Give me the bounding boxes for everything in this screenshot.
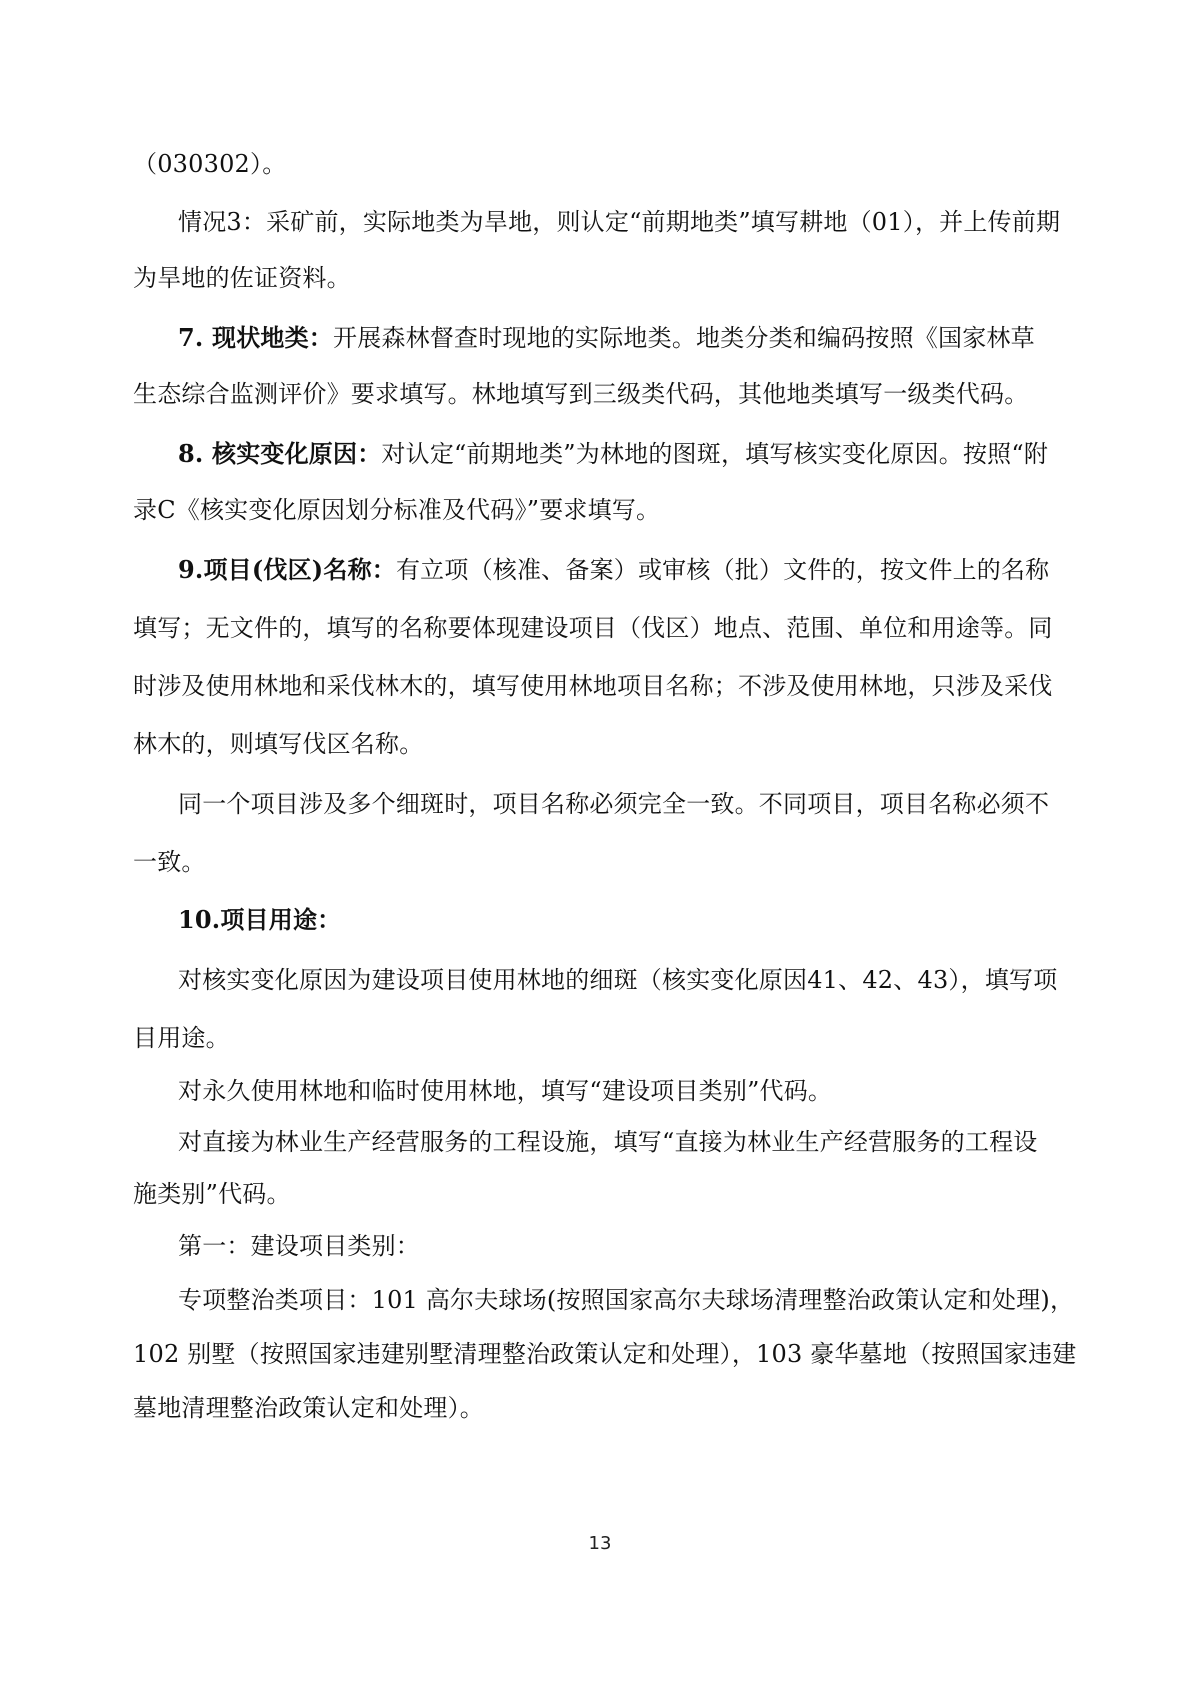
text-line-18: [178, 1126, 1037, 1158]
text-line-20: [178, 1230, 420, 1262]
text-line-7: [133, 494, 660, 526]
text-line-9: [133, 612, 1053, 644]
line-text: （030302）。: [133, 150, 287, 178]
line-text: 情况3：采矿前，实际地类为旱地，则认定“前期地类”填写耕地（01），并上传前期: [178, 208, 1061, 236]
text-line-13: [133, 846, 206, 878]
line-text: 对永久使用林地和临时使用林地，填写“建设项目类别”代码。: [178, 1077, 833, 1105]
line-text: 第一：建设项目类别：: [178, 1232, 420, 1260]
text-line-5: [133, 378, 1028, 410]
line-text: 同一个项目涉及多个细斑时，项目名称必须完全一致。不同项目，项目名称必须不: [178, 790, 1050, 818]
line-text: 目用途。: [133, 1024, 230, 1052]
text-line-23: [133, 1392, 484, 1424]
text-line-10: [133, 670, 1053, 702]
text-line-16: [133, 1022, 230, 1054]
section-heading: 10.项目用途：: [178, 905, 342, 934]
page-number: 13: [588, 1533, 612, 1554]
line-text: 开展森林督查时现地的实际地类。地类分类和编码按照《国家林草: [333, 324, 1035, 352]
line-text: 对认定“前期地类”为林地的图斑，填写核实变化原因。按照“附: [381, 440, 1049, 468]
line-text: 102 别墅（按照国家违建别墅清理整治政策认定和处理），103 豪华墓地（按照国家违建: [133, 1340, 1077, 1368]
line-text: 时涉及使用林地和采伐林木的，填写使用林地项目名称；不涉及使用林地，只涉及采伐: [133, 672, 1053, 700]
text-line-11: [133, 728, 423, 760]
text-line-4: [178, 322, 1035, 354]
section-heading: 9.项目(伐区)名称：: [178, 555, 396, 584]
text-line-3: [133, 262, 351, 294]
line-text: 为旱地的佐证资料。: [133, 264, 351, 292]
line-text: 一致。: [133, 848, 206, 876]
text-line-6: [178, 438, 1048, 470]
text-line-15: [178, 964, 1057, 996]
text-line-1: [133, 148, 286, 180]
line-text: 生态综合监测评价》要求填写。林地填写到三级类代码，其他地类填写一级类代码。: [133, 380, 1029, 408]
line-text: 有立项（核准、备案）或审核（批）文件的，按文件上的名称: [395, 556, 1050, 584]
line-text: 录C《核实变化原因划分标准及代码》”要求填写。: [133, 496, 661, 524]
text-line-19: [133, 1178, 291, 1210]
line-text: 林木的，则填写伐区名称。: [133, 730, 424, 758]
line-text: 填写；无文件的，填写的名称要体现建设项目（伐区）地点、范围、单位和用途等。同: [133, 614, 1053, 642]
line-text: 专项整治类项目：101 高尔夫球场(按照国家高尔夫球场清理整治政策认定和处理)，: [178, 1286, 1075, 1314]
line-text: 对核实变化原因为建设项目使用林地的细斑（核实变化原因41、42、43），填写项: [178, 966, 1058, 994]
text-line-21: [178, 1284, 1074, 1316]
text-line-22: [133, 1338, 1076, 1370]
text-line-8: [178, 554, 1049, 586]
section-heading: 8. 核实变化原因：: [178, 439, 382, 468]
section-heading: 7. 现状地类：: [178, 323, 334, 352]
text-line-17: [178, 1075, 832, 1107]
text-line-2: [178, 206, 1060, 238]
line-text: 施类别”代码。: [133, 1180, 291, 1208]
text-line-12: [178, 788, 1049, 820]
line-text: 对直接为林业生产经营服务的工程设施，填写“直接为林业生产经营服务的工程设: [178, 1128, 1038, 1156]
text-line-14: [178, 904, 341, 936]
line-text: 墓地清理整治政策认定和处理）。: [133, 1394, 484, 1422]
